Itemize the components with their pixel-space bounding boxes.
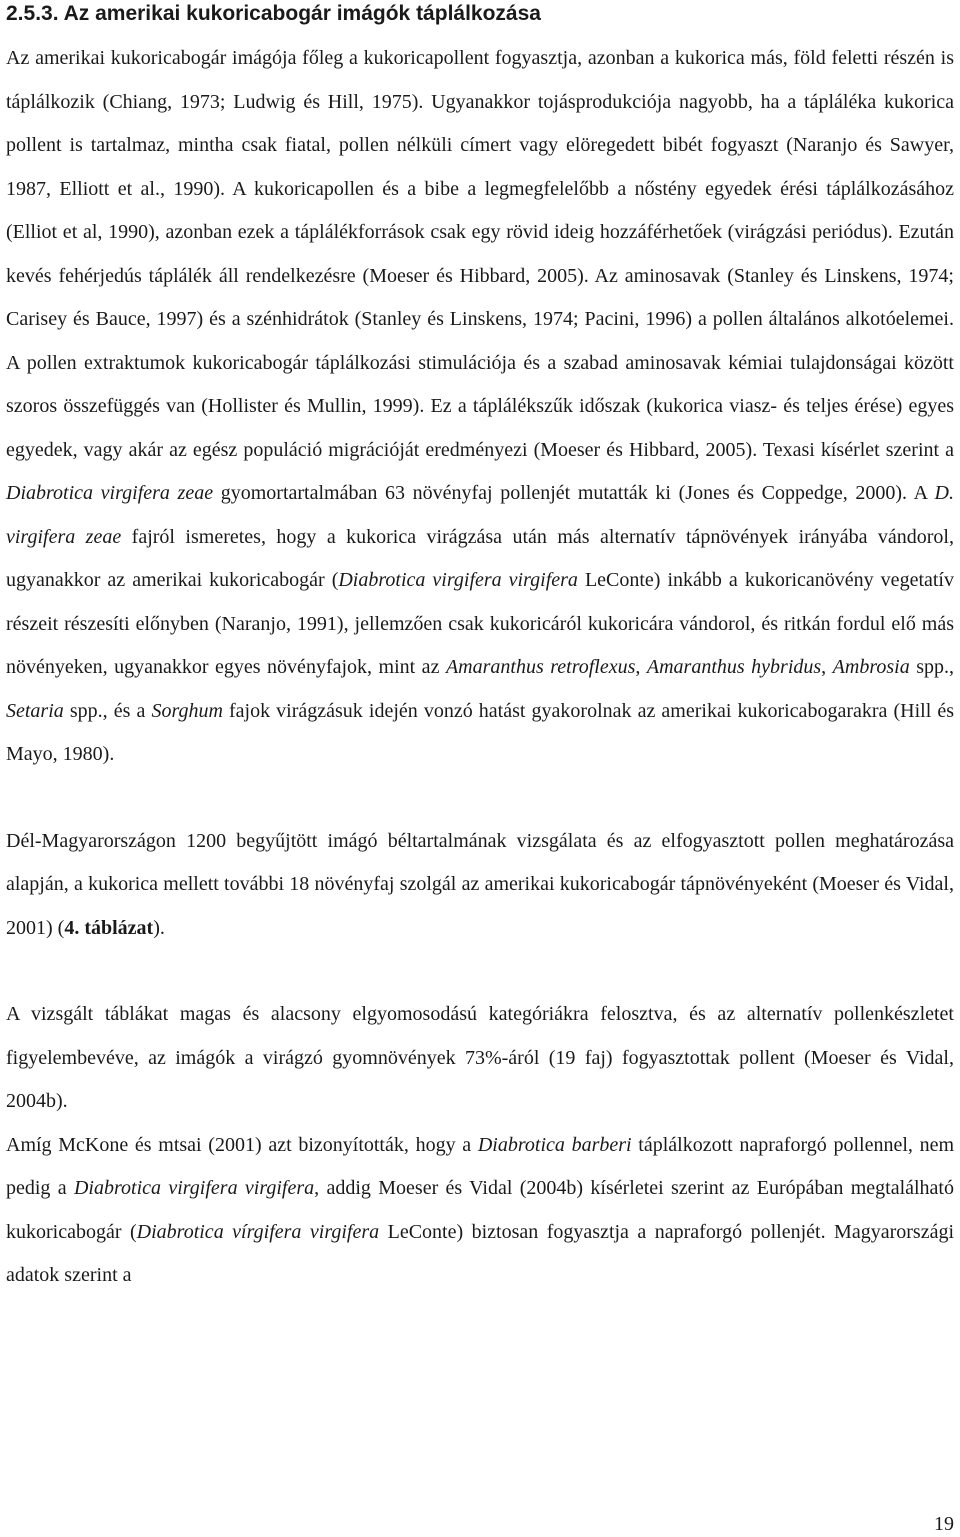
text-run: LeConte) biztosan fogyasztja a napraforgó pollenjét. Magyarországi adatok szerint a bbox=[6, 1220, 955, 1286]
text-run: fajok virágzásuk idején vonzó hatást gyakorolnak az amerikai kukoricabogarakra (Hill és Mayo, 1980). bbox=[6, 699, 954, 765]
italic-term: Diabrotica virgifera virgifera bbox=[338, 569, 578, 591]
paragraph-1 bbox=[6, 37, 954, 777]
paragraph-3 bbox=[6, 993, 954, 1124]
italic-term: Amaranthus retroflexus bbox=[445, 656, 636, 678]
italic-term: Diabrotica virgifera virgifera bbox=[73, 1177, 315, 1199]
text-run: táplálkozott napraforgó pollennel, nem pedig a bbox=[6, 1133, 955, 1199]
italic-term: Ambrosia bbox=[832, 656, 910, 678]
document-page bbox=[6, 0, 954, 1298]
text-run: spp., bbox=[909, 656, 954, 678]
italic-term: Diabrotica barberi bbox=[477, 1133, 632, 1156]
italic-term: Setaria bbox=[6, 699, 64, 722]
text-run: , bbox=[635, 656, 647, 678]
text-run: A vizsgált táblákat magas és alacsony elgyomosodású kategóriákra felosztva, és az alternatív pollenkészletet figyelembevéve, az imágók a virágzó gyomnövények 73%-áról (19 faj) fogyasztottak pollent (Moeser és Vidal, 2004b). bbox=[6, 1003, 954, 1112]
text-run: ). bbox=[153, 916, 165, 939]
text-run: spp., és a bbox=[63, 699, 152, 722]
text-run: Amíg McKone és mtsai (2001) azt bizonyították, hogy a bbox=[6, 1133, 478, 1156]
text-run: Az amerikai kukoricabogár imágója főleg a kukoricapollent fogyasztja, azonban a kukorica más, föld feletti részén is táplálkozik (Chiang, 1973; Ludwig és Hill, 1975). Ugyanakkor tojásprodukciója nagyobb, ha a tápláléka kukorica pollent is tartalmaz, mintha csak fiatal, pollen nélküli címert vagy elöregedett bibét fogyaszt (Naranjo és Sawyer, 1987, Elliott et al., 1990). A kukoricapollen és a bibe a legmegfelelőbb a nőstény egyedek érési táplálkozásához (Elliot et al, 1990), azonban ezek a táplálékforrások csak egy rövid ideig hozzáférhetőek (virágzási periódus). Ezután kevés fehérjedús táplálék áll rendelkezésre (Moeser és Hibbard, 2005). Az aminosavak (Stanley és Linskens, 1974; Carisey és Bauce, 1997) és a szénhidrátok (Stanley és Linskens, 1974; Pacini, 1996) a pollen általános alkotóelemei. A pollen extraktumok kukoricabogár táplálkozási stimulációja és a szabad aminosavak kémiai tulajdonságai között szoros összefüggés van (Hollister és Mullin, 1999). Ez a táplálékszűk időszak (kukorica viasz- és teljes érése) egyes egyedek, vagy akár az egész populáció migrációját eredményezi (Moeser és Hibbard, 2005). Texasi kísérlet szerint a bbox=[6, 47, 954, 461]
text-run: gyomortartalmában 63 növényfaj pollenjét mutatták ki (Jones és Coppedge, 2000). A bbox=[213, 482, 935, 504]
text-run: Dél-Magyarországon 1200 begyűjtött imágó béltartalmának vizsgálata és az elfogyasztott pollen meghatározása alapján, a kukorica mellett további 18 növényfaj szolgál az amerikai kukoricabogár tápnövényeként (Moeser és Vidal, 2001) ( bbox=[6, 829, 954, 939]
text-run: , bbox=[821, 656, 833, 678]
text-run: LeConte) inkább a kukoricanövény vegetatív részeit részesíti előnyben (Naranjo, 1991), jellemzően csak kukoricáról kukoricára vándorol, és ritkán fordul elő más növényeken, ugyanakkor egyes növényfajok, mint az bbox=[6, 569, 954, 678]
text-run: , addig Moeser és Vidal (2004b) kísérletei szerint az Európában megtalálható kukoricabogár ( bbox=[6, 1177, 954, 1243]
italic-term: Diabrotica vírgifera virgifera bbox=[136, 1220, 380, 1243]
page-number: 19 bbox=[934, 1513, 954, 1535]
paragraph-gap bbox=[6, 777, 954, 820]
text-run: fajról ismeretes, hogy a kukorica virágzása után más alternatív tápnövények irányába vándorol, ugyanakkor az amerikai kukoricabogár ( bbox=[6, 525, 954, 591]
paragraph-4 bbox=[6, 1124, 954, 1298]
italic-term: Diabrotica virgifera zeae bbox=[6, 482, 214, 504]
italic-term: Sorghum bbox=[151, 699, 223, 722]
section-heading: 2.5.3. Az amerikai kukoricabogár imágók táplálkozása bbox=[6, 2, 541, 25]
paragraph-2 bbox=[6, 820, 954, 951]
italic-term: Amaranthus hybridus bbox=[646, 656, 822, 678]
bold-reference: 4. táblázat bbox=[64, 916, 154, 939]
paragraph-gap bbox=[6, 950, 954, 993]
italic-term: D. virgifera zeae bbox=[6, 482, 954, 548]
